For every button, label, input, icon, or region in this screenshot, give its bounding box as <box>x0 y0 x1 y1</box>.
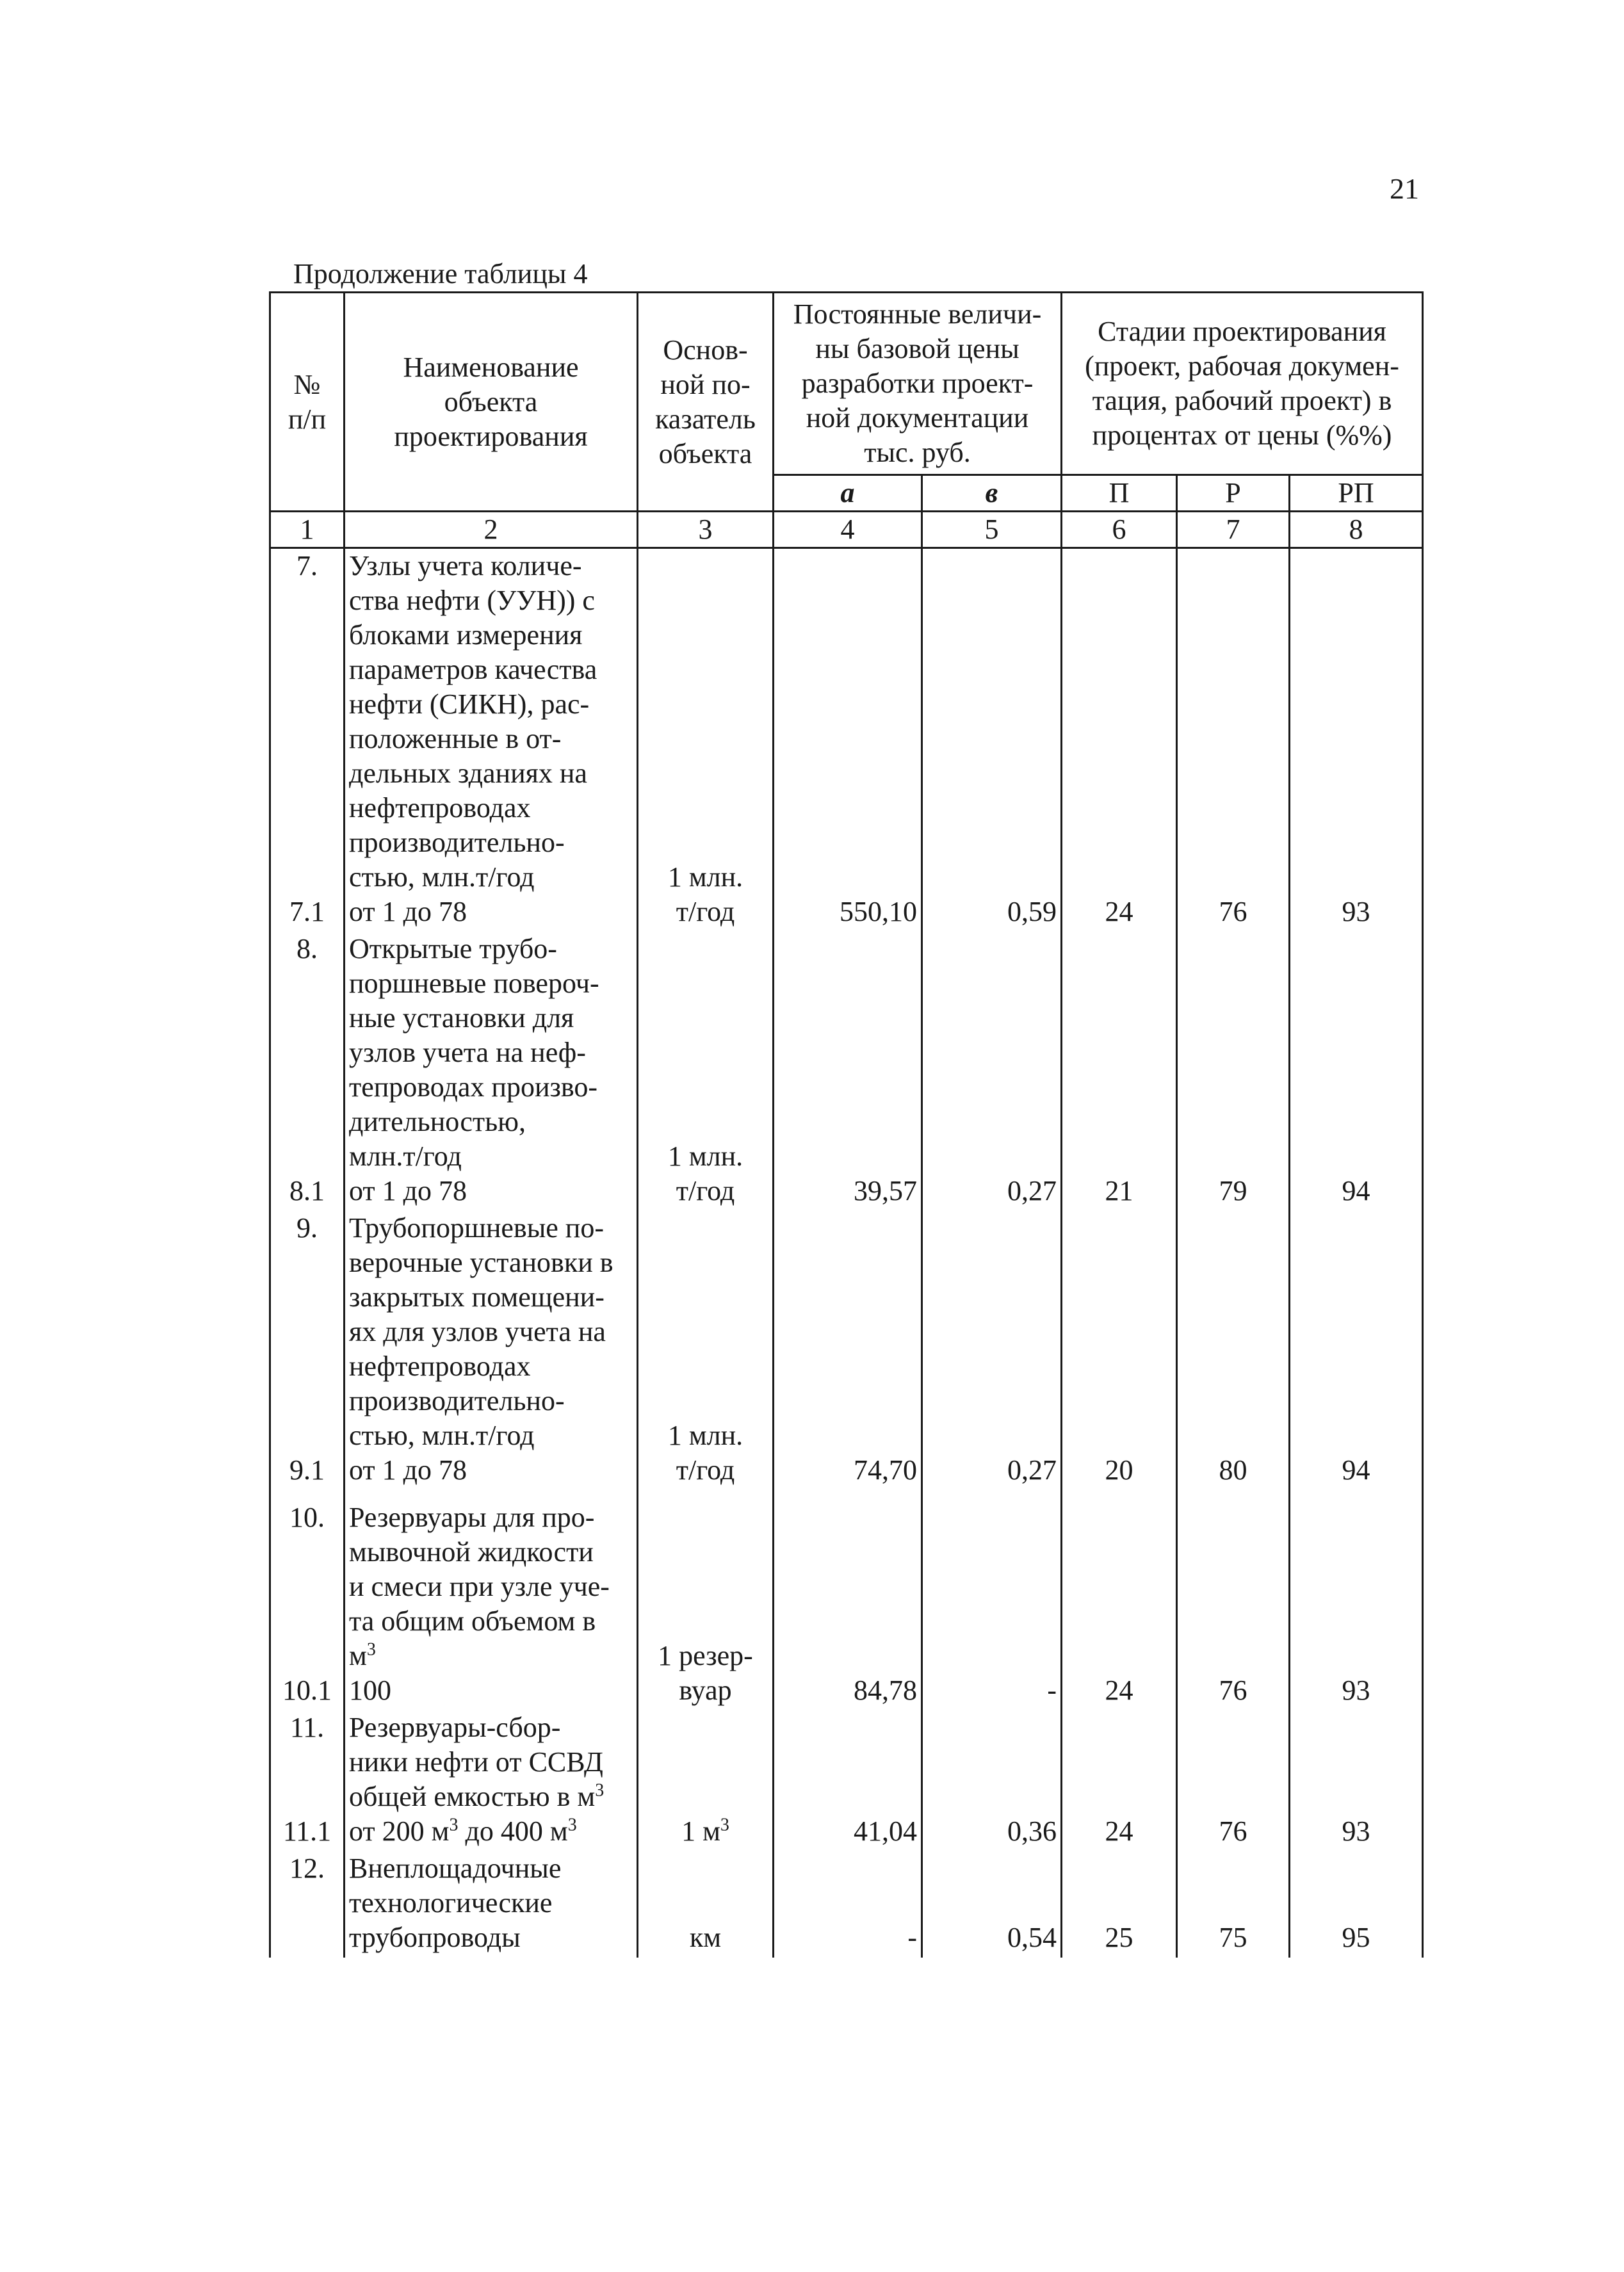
superscript: 3 <box>595 1780 605 1801</box>
row-number: 11.1 <box>270 1814 345 1851</box>
superscript: 3 <box>449 1815 459 1835</box>
row-number: 7. <box>270 548 345 895</box>
stage-rp: 94 <box>1290 1174 1423 1211</box>
row-unit: т/год <box>638 1453 774 1490</box>
stage-p: 20 <box>1062 1453 1177 1490</box>
value-b: 0,36 <box>922 1814 1062 1851</box>
stage-r: 76 <box>1177 895 1290 932</box>
header-row <box>270 293 1423 475</box>
row-unit-text: 1 м <box>681 1815 720 1847</box>
column-number: 8 <box>1290 512 1423 548</box>
column-number: 4 <box>774 512 922 548</box>
row-name-part: до 400 м <box>458 1815 568 1847</box>
column-numbers-row <box>270 512 1423 548</box>
row-unit <box>638 1814 774 1851</box>
table-row <box>270 548 1423 895</box>
column-number: 7 <box>1177 512 1290 548</box>
stage-r: 76 <box>1177 1814 1290 1851</box>
stage-rp: 95 <box>1290 1851 1423 1958</box>
stage-rp: 93 <box>1290 1673 1423 1710</box>
row-name-text: Резервуары для про- мывочной жидкости и смеси при узле уче- та общим объемом в м <box>349 1502 610 1671</box>
value-b: 0,54 <box>922 1851 1062 1958</box>
row-unit: вуар <box>638 1673 774 1710</box>
value-a: 74,70 <box>774 1453 922 1490</box>
row-number: 9.1 <box>270 1453 345 1490</box>
row-unit: 1 млн. <box>638 932 774 1174</box>
row-name: Узлы учета количе- ства нефти (УУН)) с блоками измерения параметров качества нефти (СИКН), рас- положенные в от- дельных зданиях на нефтепроводах производительно- стью, млн.т/год <box>345 548 638 895</box>
superscript: 3 <box>720 1815 729 1835</box>
column-number: 5 <box>922 512 1062 548</box>
table-row <box>270 1453 1423 1490</box>
table-row <box>270 1174 1423 1211</box>
row-unit: 1 млн. <box>638 548 774 895</box>
row-name <box>345 1814 638 1851</box>
value-a: - <box>774 1851 922 1958</box>
row-unit: 1 резер- <box>638 1490 774 1673</box>
stage-r: 79 <box>1177 1174 1290 1211</box>
row-name: 100 <box>345 1673 638 1710</box>
row-name: Открытые трубо- поршневые повероч- ные установки для узлов учета на неф- тепроводах произво- дительностью, млн.т/год <box>345 932 638 1174</box>
row-number: 8. <box>270 932 345 1174</box>
row-number: 12. <box>270 1851 345 1958</box>
row-number: 11. <box>270 1710 345 1814</box>
stage-p: 21 <box>1062 1174 1177 1211</box>
row-name: от 1 до 78 <box>345 895 638 932</box>
column-number: 3 <box>638 512 774 548</box>
value-b: - <box>922 1673 1062 1710</box>
table-row <box>270 1673 1423 1710</box>
row-number: 10. <box>270 1490 345 1673</box>
subheader-b: в <box>922 475 1062 512</box>
column-number: 2 <box>345 512 638 548</box>
subheader-p: П <box>1062 475 1177 512</box>
stage-rp: 93 <box>1290 1814 1423 1851</box>
row-name-text: Резервуары-сбор- ники нефти от ССВД общей емкостью в м <box>349 1712 603 1812</box>
row-number: 9. <box>270 1211 345 1453</box>
table-caption: Продолжение таблицы 4 <box>293 258 588 289</box>
value-a: 41,04 <box>774 1814 922 1851</box>
table-row <box>270 1490 1423 1673</box>
column-number: 1 <box>270 512 345 548</box>
stage-r: 75 <box>1177 1851 1290 1958</box>
row-name <box>345 1490 638 1673</box>
column-number: 6 <box>1062 512 1177 548</box>
row-number: 8.1 <box>270 1174 345 1211</box>
table-row <box>270 1710 1423 1814</box>
row-name: Внеплощадочные технологические трубопроводы <box>345 1851 638 1958</box>
row-unit: т/год <box>638 895 774 932</box>
row-name-part: от 200 м <box>349 1815 450 1847</box>
row-number: 10.1 <box>270 1673 345 1710</box>
header-indicator: Основ- ной по- казатель объекта <box>638 293 774 512</box>
row-name: от 1 до 78 <box>345 1174 638 1211</box>
stage-r: 80 <box>1177 1453 1290 1490</box>
header-base-price: Постоянные величи- ны базовой цены разработки проект- ной документации тыс. руб. <box>774 293 1062 475</box>
cost-table <box>269 291 1424 1958</box>
stage-p: 24 <box>1062 1814 1177 1851</box>
superscript: 3 <box>366 1639 376 1660</box>
row-name: Трубопоршневые по- верочные установки в закрытых помещени- ях для узлов учета на нефтепроводах производительно- стью, млн.т/год <box>345 1211 638 1453</box>
stage-p: 24 <box>1062 1673 1177 1710</box>
subheader-r: Р <box>1177 475 1290 512</box>
header-stages: Стадии проектирования (проект, рабочая докумен- тация, рабочий проект) в процентах от цены (%%) <box>1062 293 1423 475</box>
row-unit: км <box>638 1851 774 1958</box>
stage-p: 24 <box>1062 895 1177 932</box>
table-row <box>270 1851 1423 1958</box>
page-number: 21 <box>1390 172 1419 205</box>
row-unit: т/год <box>638 1174 774 1211</box>
table-row <box>270 1211 1423 1453</box>
stage-r: 76 <box>1177 1673 1290 1710</box>
table-row <box>270 1814 1423 1851</box>
value-b: 0,59 <box>922 895 1062 932</box>
table-row <box>270 895 1423 932</box>
row-name <box>345 1710 638 1814</box>
value-a: 550,10 <box>774 895 922 932</box>
subheader-rp: РП <box>1290 475 1423 512</box>
value-a: 39,57 <box>774 1174 922 1211</box>
value-b: 0,27 <box>922 1453 1062 1490</box>
header-no: № п/п <box>270 293 345 512</box>
subheader-a: а <box>774 475 922 512</box>
superscript: 3 <box>567 1815 577 1835</box>
row-name: от 1 до 78 <box>345 1453 638 1490</box>
value-a: 84,78 <box>774 1673 922 1710</box>
stage-rp: 94 <box>1290 1453 1423 1490</box>
header-name: Наименование объекта проектирования <box>345 293 638 512</box>
stage-rp: 93 <box>1290 895 1423 932</box>
row-unit: 1 млн. <box>638 1211 774 1453</box>
table-row <box>270 932 1423 1174</box>
stage-p: 25 <box>1062 1851 1177 1958</box>
row-number: 7.1 <box>270 895 345 932</box>
value-b: 0,27 <box>922 1174 1062 1211</box>
